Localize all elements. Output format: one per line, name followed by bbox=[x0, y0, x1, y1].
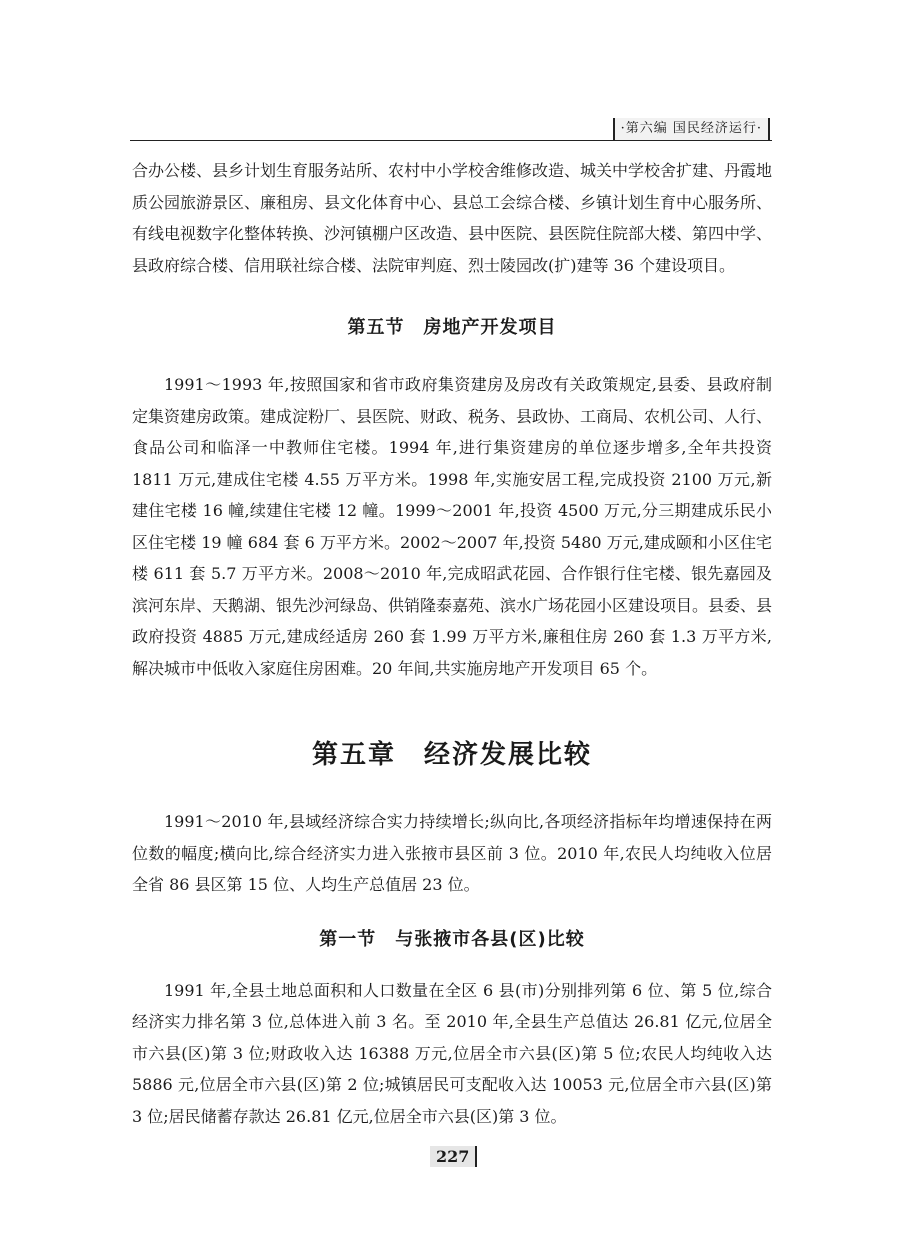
page-body bbox=[132, 155, 772, 1132]
section-heading-real-estate: 第五节 房地产开发项目 bbox=[347, 317, 557, 338]
paragraph-chapter-intro: 1991～2010 年,县域经济综合实力持续增长;纵向比,各项经济指标年均增速保持在两位数的幅度;横向比,综合经济实力进入张掖市县区前 3 位。2010 年,农民人均纯收入位居全省 86 县区第 15 位、人均生产总值居 23 位。 bbox=[132, 812, 772, 894]
running-head: ·第六编 国民经济运行· bbox=[613, 118, 770, 140]
paragraph-county-comparison: 1991 年,全县土地总面积和人口数量在全区 6 县(市)分别排列第 6 位、第 5 位,综合经济实力排名第 3 位,总体进入前 3 名。至 2010 年,全县生产总值达 26.81 亿元,位居全市六县(区)第 3 位;财政收入达 16388 万元,位居全市六县(区)第 5 位;农民人均纯收入达 5886 元,位居全市六县(区)第 2 位;城镇居民可支配收入达 10053 元,位居全市六县(区)第 3 位;居民储蓄存款达 26.81 亿元,位居全市六县(区)第 3 位。 bbox=[132, 980, 772, 1126]
chapter-heading-economic-comparison: 第五章 经济发展比较 bbox=[311, 740, 592, 770]
section-heading-county-comparison: 第一节 与张掖市各县(区)比较 bbox=[319, 928, 585, 950]
paragraph-real-estate: 1991～1993 年,按照国家和省市政府集资建房及房改有关政策规定,县委、县政府制定集资建房政策。建成淀粉厂、县医院、财政、税务、县政协、工商局、农机公司、人行、食品公司和临泽一中教师住宅楼。1994 年,进行集资建房的单位逐步增多,全年共投资 1811 万元,建成住宅楼 4.55 万平方米。1998 年,实施安居工程,完成投资 2100 万元,新建住宅楼 16 幢,续建住宅楼 12 幢。1999～2001 年,投资 4500 万元,分三期建成乐民小区住宅楼 19 幢 684 套 6 万平方米。2002～2007 年,投资 5480 万元,建成颐和小区住宅楼 611 套 5.7 万平方米。2008～2010 年,完成昭武花园、合作银行住宅楼、银先嘉园及滨河东岸、天鹅湖、银先沙河绿岛、供销隆泰嘉苑、滨水广场花园小区建设项目。县委、县政府投资 4885 万元,建成经适房 260 套 1.99 万平方米,廉租住房 260 套 1.3 万平方米,解决城市中低收入家庭住房困难。20 年间,共实施房地产开发项目 65 个。 bbox=[132, 375, 773, 678]
paragraph-continuation: 合办公楼、县乡计划生育服务站所、农村中小学校舍维修改造、城关中学校舍扩建、丹霞地质公园旅游景区、廉租房、县文化体育中心、县总工会综合楼、乡镇计划生育中心服务所、有线电视数字化整体转换、沙河镇棚户区改造、县中医院、县医院住院部大楼、第四中学、县政府综合楼、信用联社综合楼、法院审判庭、烈士陵园改(扩)建等 36 个建设项目。 bbox=[132, 161, 773, 275]
page-number: 227 bbox=[430, 1146, 477, 1167]
header-rule bbox=[130, 140, 772, 141]
